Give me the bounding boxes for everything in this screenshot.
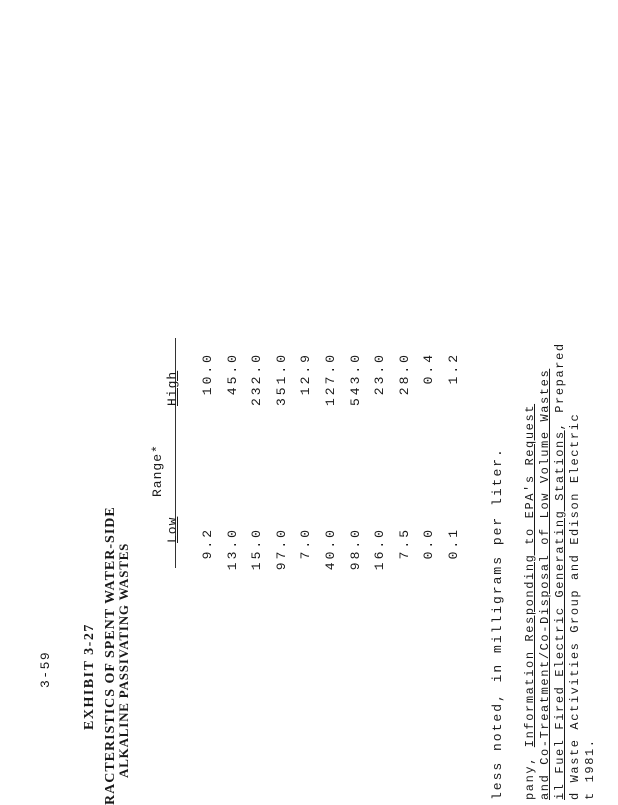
source-line-4: d Waste Activities Group and Edison Electric	[568, 412, 582, 800]
table-cell-high: 543.0	[347, 352, 363, 407]
source-line-1b: Information Responding to EPA's Request	[523, 403, 537, 748]
table-cell-low: 97.0	[273, 527, 289, 571]
table-cell-high: 127.0	[323, 352, 338, 407]
source-line-3	[553, 342, 567, 800]
table-cell-high: 1.2	[446, 352, 461, 385]
table-cell-high: 45.0	[224, 352, 240, 396]
table-cell-high: 23.0	[372, 352, 388, 396]
table-cell-high: 12.9	[298, 352, 314, 396]
source-line-5: t 1981.	[583, 738, 597, 800]
source-line-1	[523, 404, 537, 800]
table-cell-low: 16.0	[372, 527, 388, 571]
table-cell-high: 28.0	[396, 352, 412, 396]
source-line-3b: , Prepared	[553, 342, 567, 431]
table-cell-low: 9.2	[200, 527, 215, 560]
table-cell-low: 13.0	[224, 527, 240, 571]
table-cell-low: 15.0	[249, 527, 265, 571]
table-cell-low: 7.5	[396, 527, 412, 560]
table-cell-low: 7.0	[298, 527, 314, 560]
table-cell-high: 232.0	[249, 352, 265, 407]
table-cell-low: 40.0	[323, 527, 338, 571]
table-cell-high: 0.4	[421, 352, 437, 385]
table-cell-low: 0.0	[421, 527, 437, 560]
table-cell-high: 10.0	[200, 352, 215, 396]
range-header: Range*	[150, 444, 165, 497]
exhibit-title-line2: ALKALINE PASSIVATING WASTES	[116, 542, 131, 778]
table-cell-low: 0.1	[446, 527, 461, 560]
source-line-1a: pany,	[523, 747, 537, 800]
footnote: less noted, in milligrams per liter.	[490, 447, 505, 800]
table-cell-high: 351.0	[273, 352, 289, 407]
page-number: 3-59	[38, 650, 53, 688]
exhibit-label: EXHIBIT 3-27	[82, 623, 97, 730]
source-line-2: and Co-Treatment/Co-Disposal of Low Volume Wastes	[538, 368, 552, 800]
source-line-3a: il Fuel Fired Electric Generating Stations	[553, 430, 567, 800]
exhibit-title-line1: RACTERISTICS OF SPENT WATER-SIDE	[103, 506, 118, 805]
table-cell-low: 98.0	[347, 527, 363, 571]
column-header-low: Low	[165, 516, 180, 543]
column-header-high: High	[165, 370, 180, 406]
